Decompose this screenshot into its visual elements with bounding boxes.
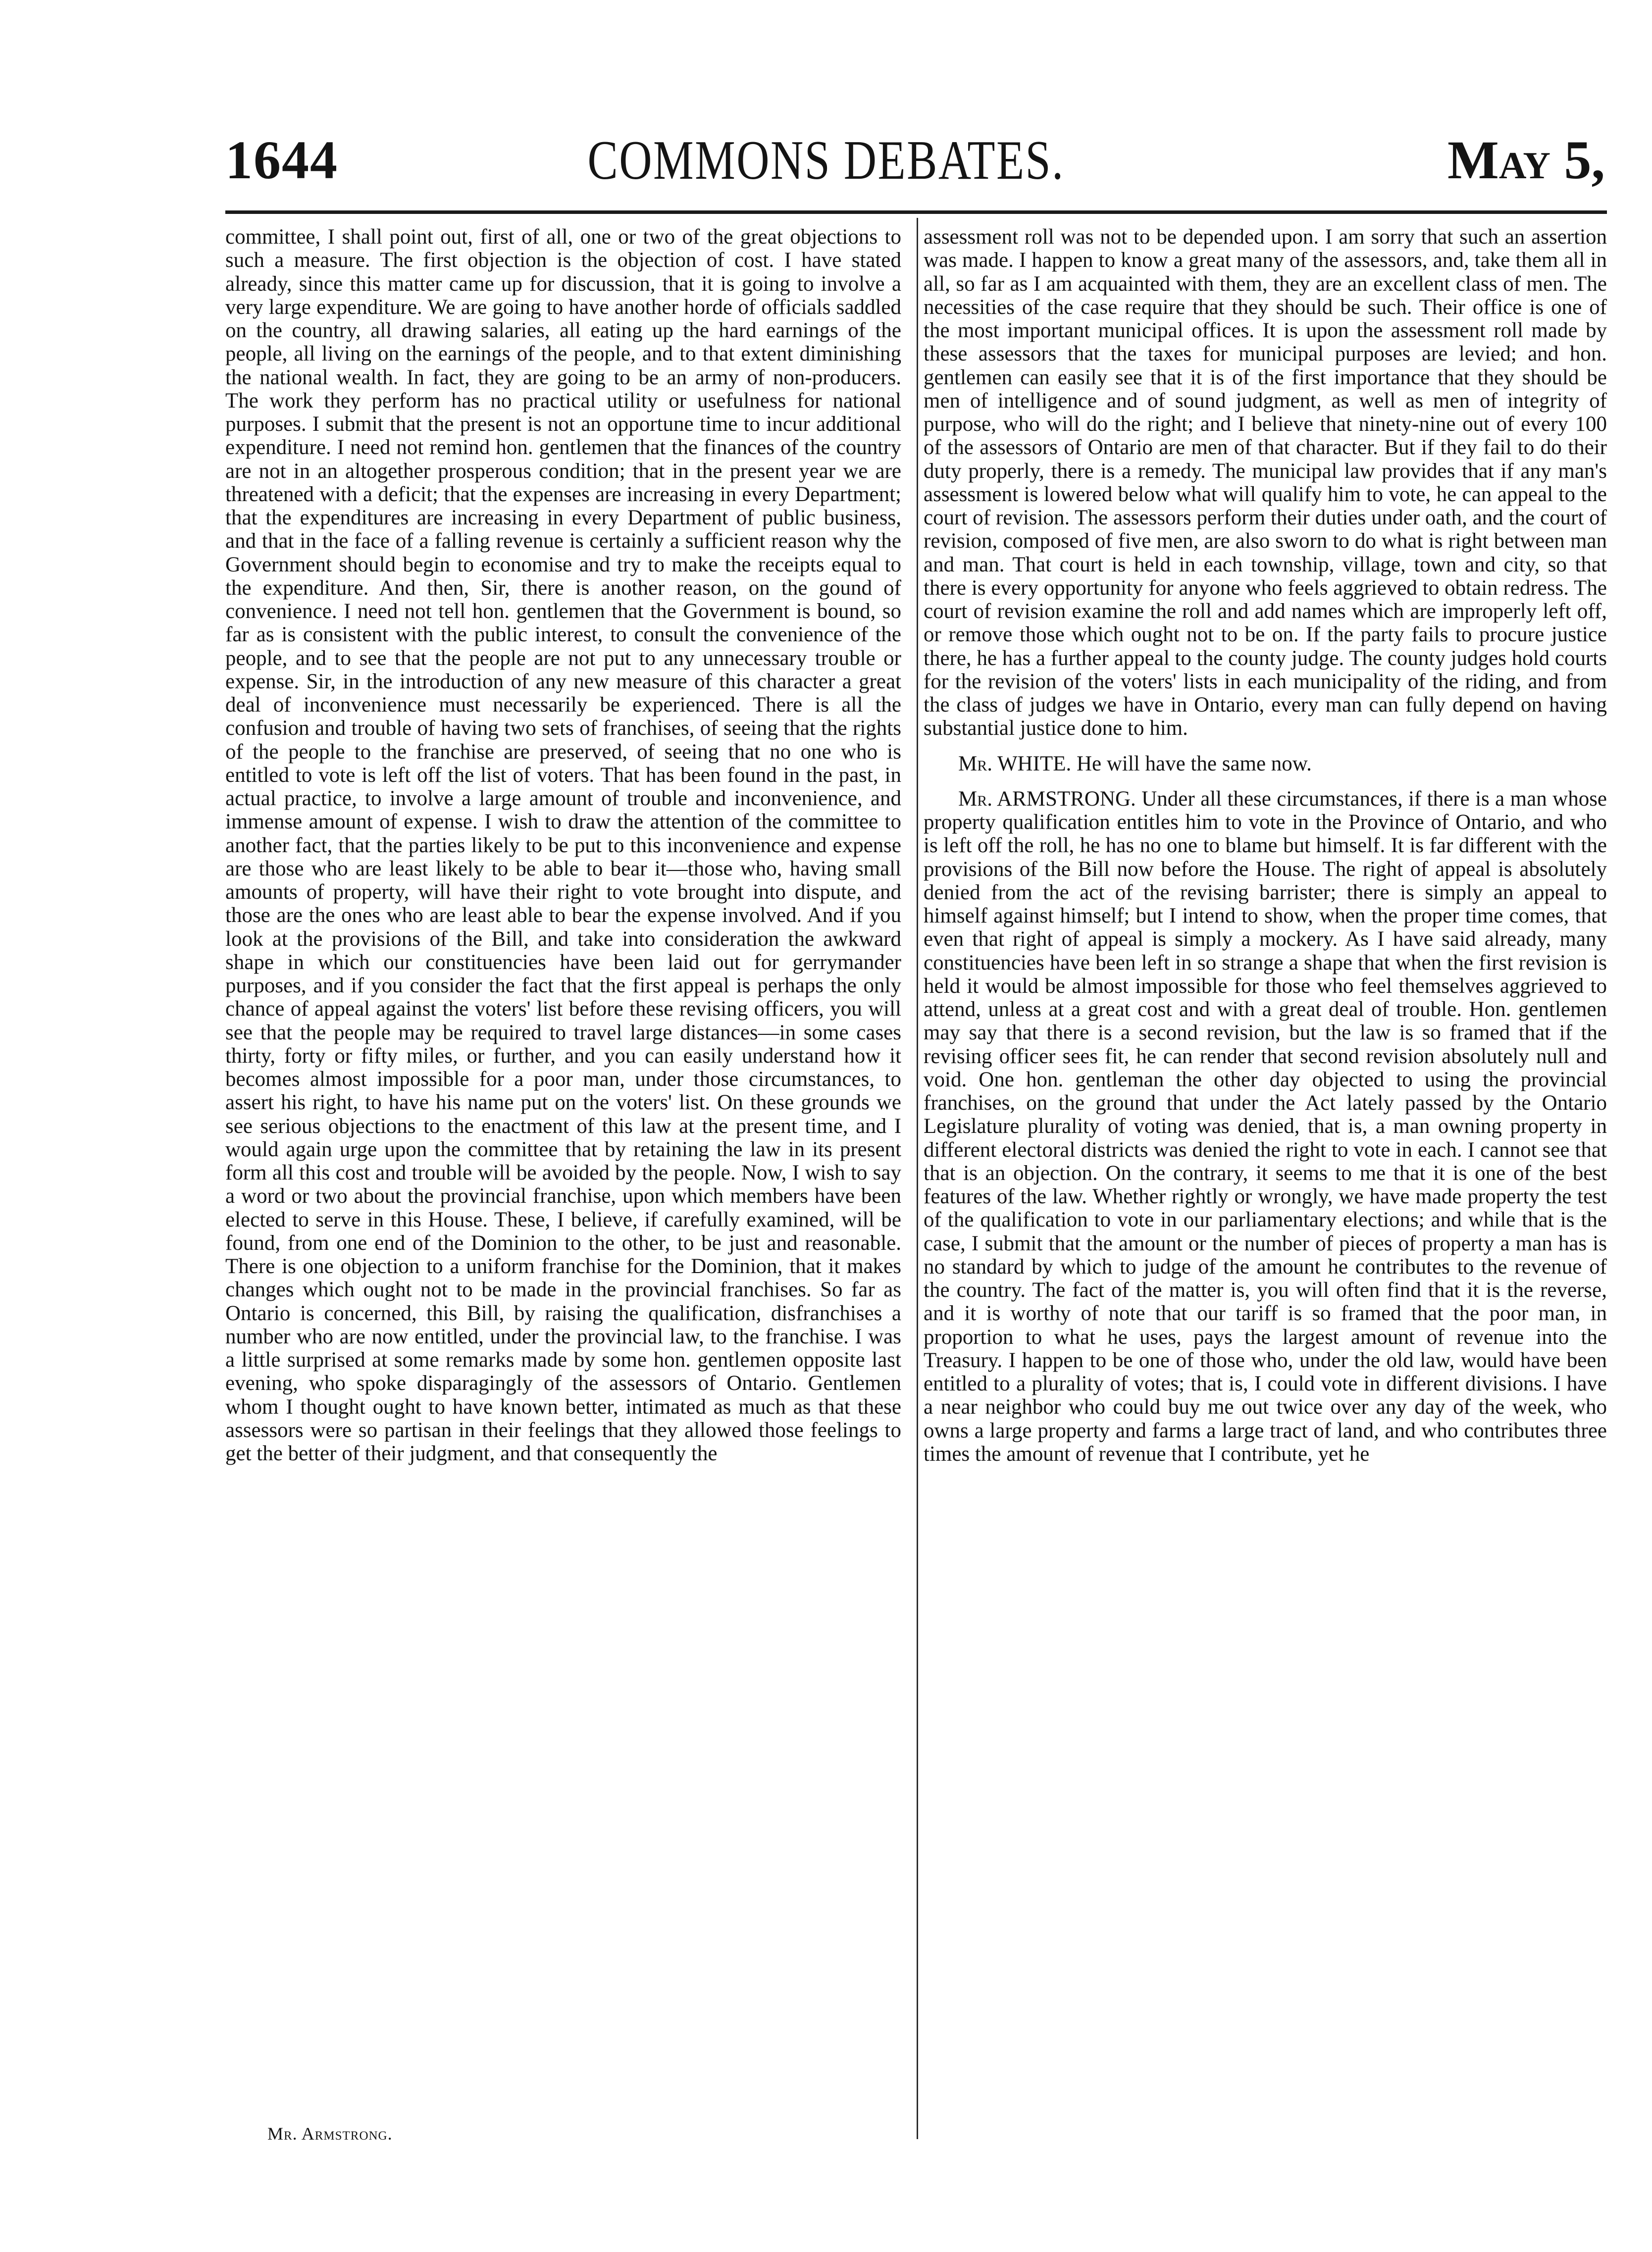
header-rule	[225, 210, 1607, 214]
column-divider	[917, 218, 918, 2139]
speech-text: Under all these circumstances, if there is a man whose property qualification entitles him to vote in the Province of Ontario, and who is left off the roll, he has no one to blame but himself. It is far different with the provisions of the Bill now before the House. The right of appeal is absolutely denied from the act of the revising barrister; there is simply an appeal to himself against himself; but I intend to show, when the proper time comes, that even that right of appeal is simply a mockery. As I have said already, many constituencies have been left in so strange a shape that when the first revision is held it would be almost impossible for those who feel themselves aggrieved to attend, unless at a great cost and with a great deal of trouble. Hon. gentlemen may say that there is a second revision, but the law is so framed that if the revising officer sees fit, he can render that second revision absolutely null and void. One hon. gentleman the other day objected to using the provincial franchises, on the ground that under the Act lately passed by the Ontario Legislature plurality of voting was denied, that is, a man owning property in different electoral districts was denied the right to vote in each. I cannot see that that is an objection. On the contrary, it seems to me that it is one of the best features of the law. Whether rightly or wrongly, we have made property the test of the qualification to vote in our parliamentary elections; and while that is the case, I submit that the amount or the number of pieces of property a man has is no standard by which to judge of the amount he contributes to the revenue of the country. The fact of the matter is, you will often find that it is the reverse, and it is worthy of note that our tariff is so framed that the poor man, in proportion to what he uses, pays the largest amount of revenue into the Treasury. I happen to be one of those who, under the old law, would have been entitled to a plurality of votes; that is, I could vote in different divisions. I have a near neighbor who could buy me out twice over any day of the week, who owns a large property and farms a large tract of land, and who contributes three times the amount of revenue that I contribute, yet he	[924, 787, 1607, 1466]
right-column	[924, 225, 1607, 1466]
left-paragraph: committee, I shall point out, first of all, one or two of the great objections to such a measure. The first objection is the objection of cost. I have stated already, since this matter came up for discussion, that it is going to involve a very large expenditure. We are going to have another horde of officials saddled on the country, all drawing salaries, all eating up the hard earnings of the people, all living on the earnings of the people, and to that extent diminishing the national wealth. In fact, they are going to be an army of non-producers. The work they perform has no practical utility or usefulness for national purposes. I submit that the present is not an opportune time to incur additional expenditure. I need not remind hon. gentlemen that the finances of the country are not in an altogether prosperous condition; that in the present year we are threatened with a deficit; that the expenses are increasing in every Department; that the expenditures are increasing in every Department of public business, and that in the face of a falling revenue is certainly a sufficient reason why the Government should begin to economise and try to make the receipts equal to the expenditure. And then, Sir, there is another reason, on the gound of convenience. I need not tell hon. gentlemen that the Government is bound, so far as is consistent with the public interest, to consult the convenience of the people, and to see that the people are not put to any unnecessary trouble or expense. Sir, in the introduction of any new measure of this character a great deal of inconvenience must necessarily be experienced. There is all the confusion and trouble of having two sets of franchises, of seeing that the rights of the people to the franchise are preserved, of seeing that no one who is entitled to vote is left off the list of voters. That has been found in the past, in actual practice, to involve a large amount of trouble and inconvenience, and immense amount of expense. I wish to draw the attention of the committee to another fact, that the parties likely to be put to this inconvenience and expense are those who are least likely to be able to bear it—those who, having small amounts of property, will have their right to vote brought into dispute, and those are the ones who are least able to bear the expense involved. And if you look at the provisions of the Bill, and take into consideration the awkward shape in which our constituencies have been laid out for gerrymander purposes, and if you consider the fact that the first appeal is perhaps the only chance of appeal against the voters' list before these revising officers, you will see that the people may be required to travel large distances—in some cases thirty, forty or fifty miles, or further, and you can easily understand how it becomes almost impossible for a poor man, under those circumstances, to assert his right, to have his name put on the voters' list. On these grounds we see serious objections to the enactment of this law at the present time, and I would again urge upon the committee that by retaining the law in its present form all this cost and trouble will be avoided by the people. Now, I wish to say a word or two about the provincial franchise, upon which members have been elected to serve in this House. These, I believe, if carefully examined, will be found, from one end of the Dominion to the other, to be just and reasonable. There is one objection to a uniform franchise for the Dominion, that it makes changes which ought not to be made in the provincial franchises. So far as Ontario is concerned, this Bill, by raising the qualification, disfranchises a number who are now entitled, under the provincial law, to the franchise. I was a little surprised at some remarks made by some hon. gentlemen opposite last evening, who spoke disparagingly of the assessors of Ontario. Gentlemen whom I thought ought to have known better, intimated as much as that these assessors were so partisan in their feelings that they allowed those feelings to get the better of their judgment, and that consequently the	[225, 225, 901, 1465]
interjection-text: He will have the same now.	[1076, 752, 1312, 775]
speaker-name: Mr. ARMSTRONG.	[958, 787, 1136, 811]
right-paragraph: assessment roll was not to be depended upon. I am sorry that such an assertion was made. I happen to know a great many of the assessors, and, take them all in all, so far as I am acquainted with them, they are an excellent class of men. The necessities of the case require that they should be such. Their office is one of the most important municipal offices. It is upon the assessment roll made by these assessors that the taxes for municipal purposes are levied; and hon. gentlemen can easily see that it is of the first importance that they should be men of intelligence and of sound judgment, as well as men of integrity of purpose, who will do the right; and I believe that ninety-nine out of every 100 of the assessors of Ontario are men of that character. But if they fail to do their duty properly, there is a remedy. The municipal law provides that if any man's assessment is lowered below what will qualify him to vote, he can appeal to the court of revision. The assessors perform their duties under oath, and the court of revision, composed of five men, are also sworn to do what is right between man and man. That court is held in each township, village, town and city, so that there is every opportunity for anyone who feels aggrieved to obtain redress. The court of revision examine the roll and add names which are improperly left off, or remove those which ought not to be on. If the party fails to procure justice there, he has a further appeal to the county judge. The county judges hold courts for the revision of the voters' lists in each municipality of the riding, and from the class of judges we have in Ontario, every man can fully depend on having substantial justice done to him.	[924, 225, 1607, 740]
date-header: May 5,	[1447, 130, 1605, 190]
left-column	[225, 225, 901, 1465]
interjection-paragraph	[924, 752, 1607, 775]
running-title: COMMONS DEBATES.	[587, 130, 1065, 191]
speech-paragraph	[924, 787, 1607, 1466]
page-number: 1644	[225, 130, 338, 190]
footer-speaker: Mr. Armstrong.	[267, 2124, 393, 2144]
speaker-name: Mr. WHITE.	[958, 752, 1072, 775]
